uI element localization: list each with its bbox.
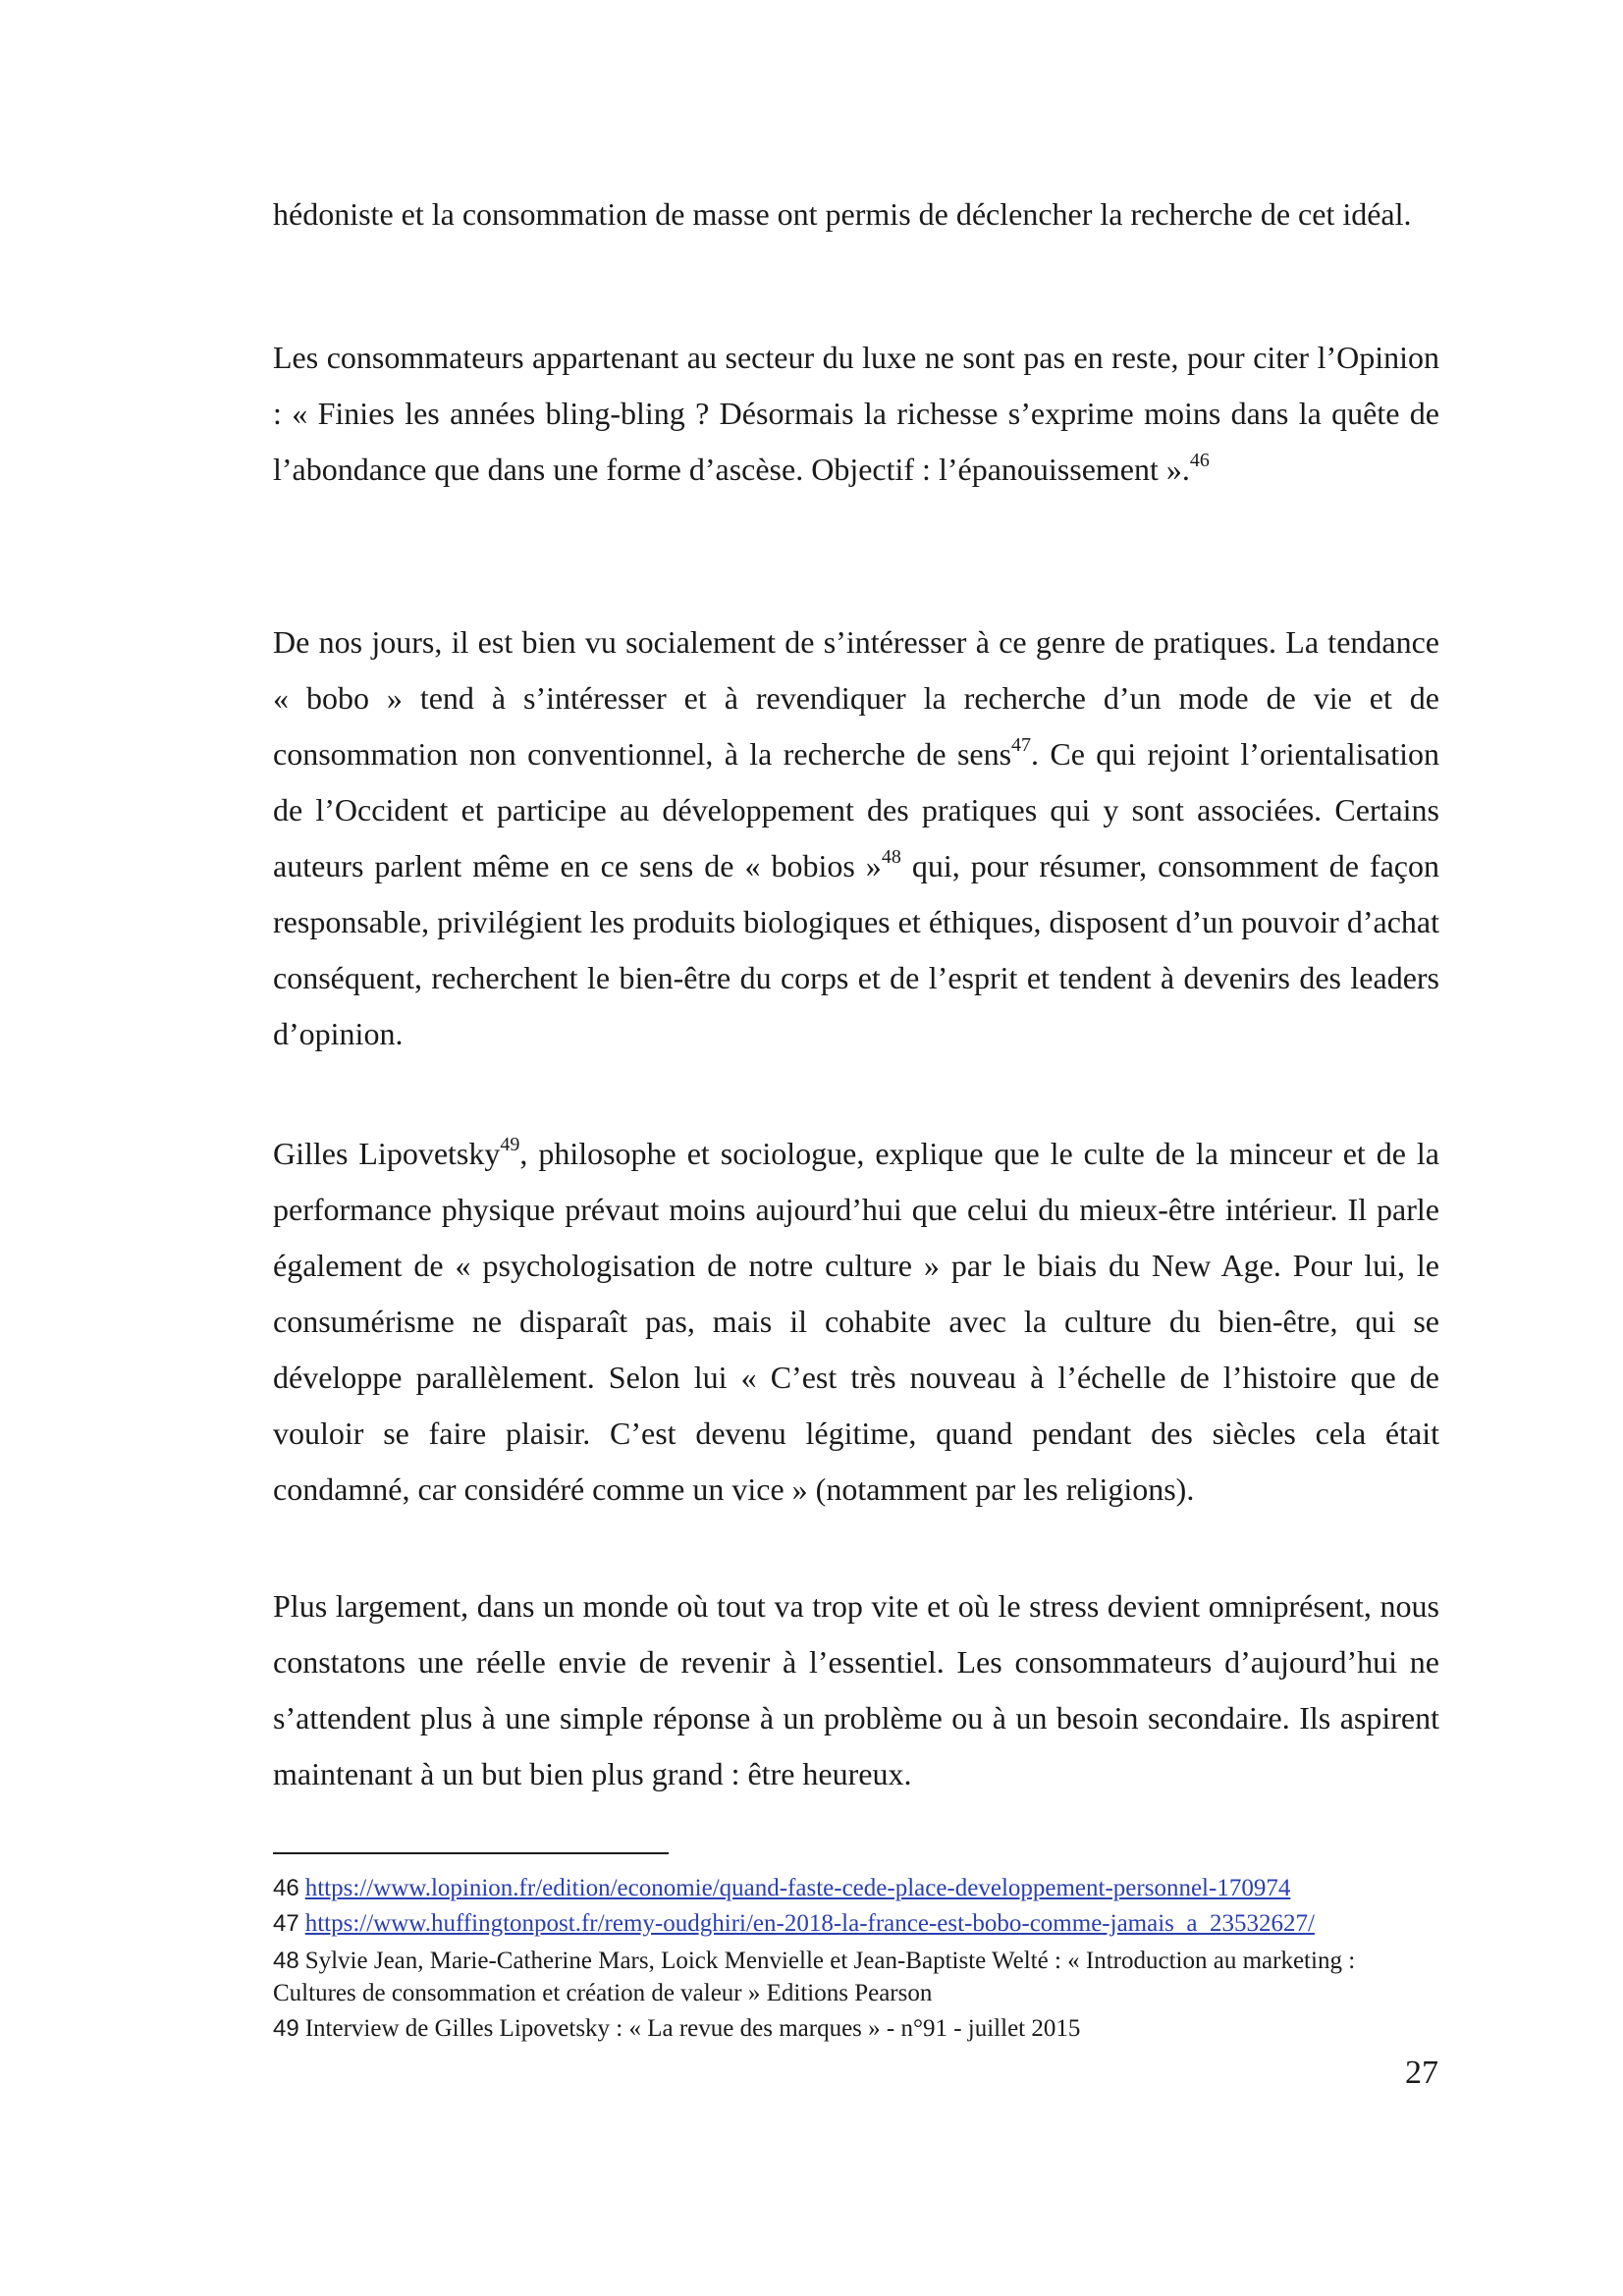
paragraph-text: Gilles Lipovetsky <box>273 1136 501 1171</box>
footnote-49 <box>273 2012 1439 2045</box>
paragraph-3 <box>273 614 1439 1062</box>
paragraph-text: . Ce qui rejoint l’orientalisation de l’Occident et participe au développement des pratiques qui y sont associées. Certains auteurs parlent même en ce sens de « bobios » <box>273 736 1439 883</box>
paragraph-4 <box>273 1126 1439 1518</box>
paragraph-1 <box>273 187 1439 242</box>
footnote-46 <box>273 1872 1439 1904</box>
paragraph-text: , philosophe et sociologue, explique que le culte de la minceur et de la performance physique prévaut moins aujourd’hui que celui du mieux-être intérieur. Il parle également de « psychologisation de notre culture » par le biais du New Age. Pour lui, le consumérisme ne disparaît pas, mais il cohabite avec la culture du bien-être, qui se développe parallèlement. Selon lui « C’est très nouveau à l’échelle de l’histoire que de vouloir se faire plaisir. C’est devenu légitime, quand pendant des siècles cela était condamné, car considéré comme un vice » (notamment par les religions). <box>273 1136 1440 1507</box>
footnote-link[interactable]: https://www.huffingtonpost.fr/remy-oudghiri/en-2018-la-france-est-bobo-comme-jamais_a_23532627/ <box>304 1910 1315 1937</box>
footnote-ref-47[interactable]: 47 <box>1011 734 1032 756</box>
footnote-number: 48 <box>273 1948 299 1974</box>
paragraph-text: Les consommateurs appartenant au secteur du luxe ne sont pas en reste, pour citer l’Opinion : « Finies les années bling-bling ? Désormais la richesse s’exprime moins dans la quête de l’abondance que dans une forme d’ascèse. Objectif : l’épanouissement ». <box>273 340 1439 487</box>
footnote-ref-49[interactable]: 49 <box>500 1134 520 1155</box>
footnote-48 <box>273 1945 1439 2009</box>
paragraph-5 <box>273 1578 1439 1802</box>
paragraph-text: Plus largement, dans un monde où tout va trop vite et où le stress devient omniprésent, nous constatons une réelle envie de revenir à l’essentiel. Les consommateurs d’aujourd’hui ne s’attendent plus à une simple réponse à un problème ou à un besoin secondaire. Ils aspirent maintenant à un but bien plus grand : être heureux. <box>273 1588 1439 1791</box>
page-number: 27 <box>1405 2055 1438 2091</box>
footnote-text: Sylvie Jean, Marie-Catherine Mars, Loick Menvielle et Jean-Baptiste Welté : « Introduction au marketing : Cultures de consommation et création de valeur » Editions Pearson <box>273 1948 1356 2006</box>
paragraph-2 <box>273 330 1439 498</box>
footnote-ref-48[interactable]: 48 <box>881 846 901 868</box>
footnote-number: 49 <box>273 2015 299 2042</box>
footnote-text: Interview de Gilles Lipovetsky : « La revue des marques » - n°91 - juillet 2015 <box>304 2015 1081 2042</box>
footnote-number: 47 <box>273 1910 299 1937</box>
paragraph-text: De nos jours, il est bien vu socialement de s’intéresser à ce genre de pratiques. La tendance « bobo » tend à s’intéresser et à revendiquer la recherche d’un mode de vie et de consommation non conventionnel, à la recherche de sens <box>273 624 1439 772</box>
paragraph-text: qui, pour résumer, consomment de façon responsable, privilégient les produits biologiques et éthiques, disposent d’un pouvoir d’achat conséquent, recherchent le bien-être du corps et de l’esprit et tendent à devenirs des leaders d’opinion. <box>273 848 1440 1051</box>
footnote-47 <box>273 1907 1439 1940</box>
footnote-link[interactable]: https://www.lopinion.fr/edition/economie/quand-faste-cede-place-developpement-personnel-170974 <box>304 1875 1291 1901</box>
footnote-number: 46 <box>273 1875 299 1901</box>
footnote-separator <box>273 1852 669 1854</box>
paragraph-text: hédoniste et la consommation de masse ont permis de déclencher la recherche de cet idéal. <box>273 196 1412 232</box>
footnote-ref-46[interactable]: 46 <box>1189 450 1210 471</box>
